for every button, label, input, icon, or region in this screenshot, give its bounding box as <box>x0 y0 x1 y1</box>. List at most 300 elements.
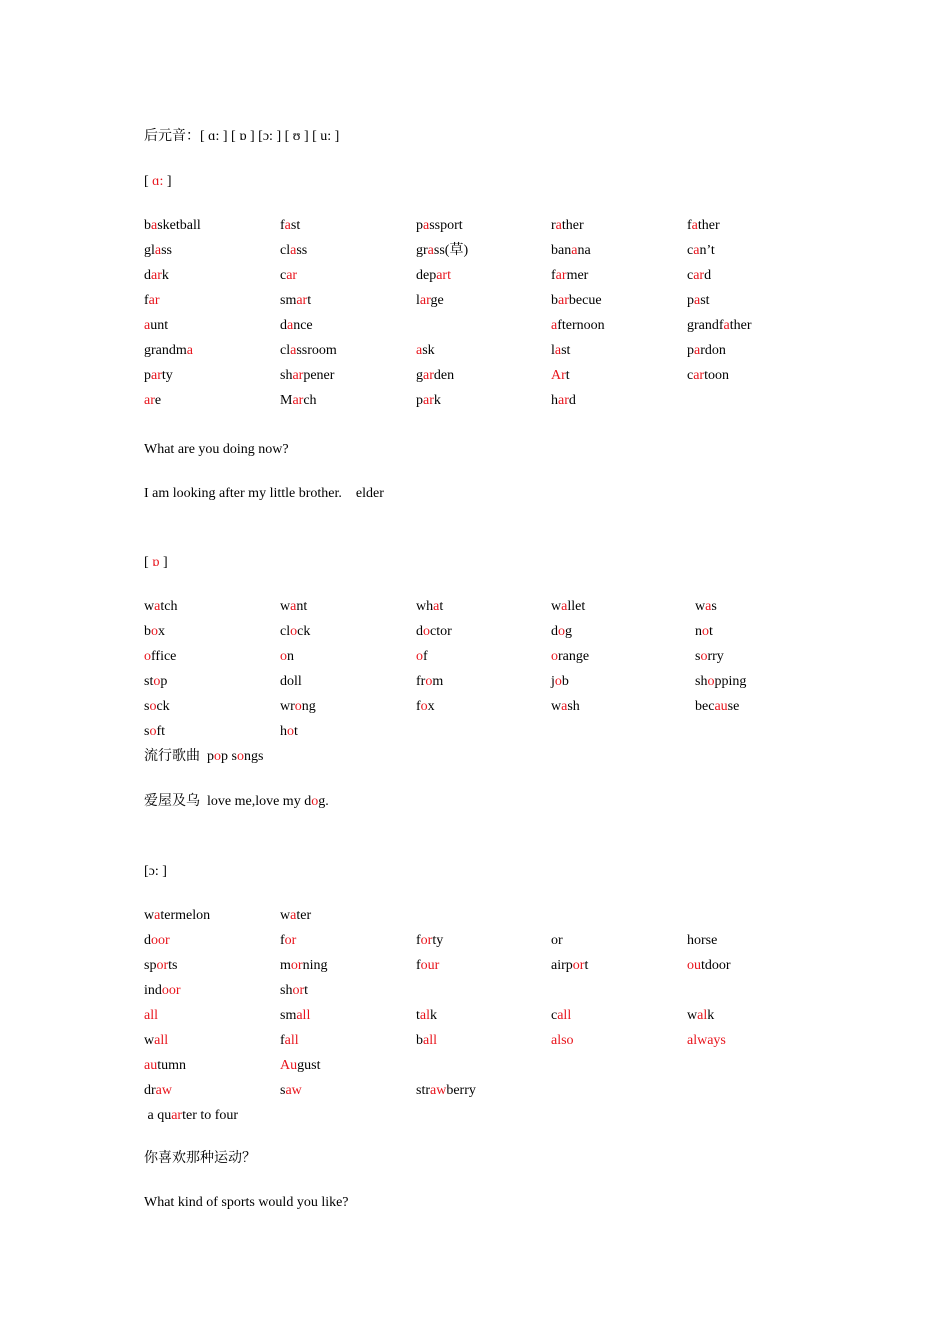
highlighted-letters: a <box>290 243 297 258</box>
vocabulary-word <box>687 957 731 975</box>
text-segment: w <box>280 599 291 614</box>
text-segment: 爱屋及乌 love me,love my d <box>144 794 312 809</box>
vocabulary-word <box>416 392 441 410</box>
text-segment: n’t <box>699 243 715 258</box>
text-segment: se <box>727 699 740 714</box>
word-row <box>0 1082 950 1100</box>
vocabulary-word <box>280 698 316 716</box>
text-segment: ft <box>156 724 166 739</box>
text-segment: g. <box>318 794 329 809</box>
highlighted-letters: a <box>561 699 568 714</box>
text-segment: t <box>294 724 298 739</box>
vocabulary-word <box>280 1032 299 1050</box>
highlighted-letters: a <box>154 908 161 923</box>
highlighted-letters: or <box>420 933 433 948</box>
vocabulary-word <box>551 648 589 666</box>
vocabulary-word <box>280 957 327 975</box>
vocabulary-word <box>551 598 585 616</box>
example-sentence <box>144 485 384 503</box>
word-row <box>0 623 950 641</box>
text-segment: 你喜欢那种运动？ <box>144 1151 256 1166</box>
highlighted-letters: a <box>151 218 158 233</box>
highlighted-letters: ar <box>144 393 155 408</box>
vocabulary-word <box>551 932 563 950</box>
text-segment: ctor <box>430 624 452 639</box>
text-segment: ngs <box>243 749 264 764</box>
text-segment: p s <box>221 749 237 764</box>
vocabulary-word <box>144 1057 186 1075</box>
highlighted-letters: au <box>714 699 728 714</box>
text-segment: l <box>551 343 555 358</box>
vocabulary-word <box>280 932 296 950</box>
text-segment: [ <box>144 174 153 189</box>
text-segment: sh <box>280 368 293 383</box>
text-segment: mer <box>566 268 589 283</box>
highlighted-letters: all <box>284 1033 299 1048</box>
text-segment: h <box>551 393 558 408</box>
highlighted-letters: o <box>554 674 562 689</box>
highlighted-letters: a <box>551 318 558 333</box>
text-segment: b <box>561 674 569 689</box>
text-segment: s <box>144 724 150 739</box>
text-segment: d <box>416 624 423 639</box>
text-segment: gr <box>416 243 428 258</box>
word-row <box>0 907 950 925</box>
text-segment: grandm <box>144 343 187 358</box>
highlighted-letters: all <box>296 1008 311 1023</box>
highlighted-letters: ar <box>148 293 160 308</box>
highlighted-letters: o <box>558 624 565 639</box>
vocabulary-word <box>416 598 443 616</box>
text-segment: horse <box>687 933 718 948</box>
highlighted-letters: a <box>284 218 291 233</box>
text-segment: f <box>416 699 421 714</box>
text-segment: unt <box>150 318 169 333</box>
text-segment: tumn <box>157 1058 186 1073</box>
vocabulary-word <box>144 1007 158 1025</box>
text-segment: [ɔ: ] <box>144 864 167 879</box>
vocabulary-word <box>280 242 307 260</box>
highlighted-letters: ar <box>296 293 308 308</box>
vocabulary-word <box>144 342 193 360</box>
vocabulary-word <box>280 217 300 235</box>
text-segment: ter to four <box>182 1108 239 1123</box>
text-segment: ffice <box>151 649 177 664</box>
vocabulary-word <box>280 1007 310 1025</box>
highlighted-letters: art <box>436 268 451 283</box>
text-segment: str <box>416 1083 430 1098</box>
highlighted-letters: o <box>280 649 287 664</box>
text-segment: rdon <box>700 343 726 358</box>
highlighted-letters: a <box>154 599 161 614</box>
highlighted-letters: a <box>290 343 297 358</box>
vocabulary-word <box>551 317 605 335</box>
highlighted-letters: oor <box>151 933 170 948</box>
text-segment: w <box>695 599 706 614</box>
highlighted-letters: ɒ <box>152 555 160 570</box>
text-segment: f <box>280 1033 285 1048</box>
vocabulary-word <box>144 1082 172 1100</box>
highlighted-letters: a <box>423 218 430 233</box>
word-row <box>0 317 950 335</box>
highlighted-letters: o <box>236 749 244 764</box>
text-segment: e <box>154 393 162 408</box>
highlighted-letters: ar <box>423 393 434 408</box>
vocabulary-word <box>687 932 717 950</box>
highlighted-letters: ar <box>693 368 705 383</box>
highlighted-letters: always <box>687 1033 726 1048</box>
text-segment: llet <box>567 599 586 614</box>
highlighted-letters: or <box>156 958 169 973</box>
highlighted-letters: oor <box>161 983 181 998</box>
highlighted-letters: ou <box>687 958 701 973</box>
vocabulary-word <box>551 623 572 641</box>
text-segment: l <box>416 293 420 308</box>
text-segment: s <box>280 1083 286 1098</box>
text-segment: c <box>687 243 694 258</box>
vocabulary-word <box>416 623 452 641</box>
phonetic-symbol-heading <box>144 173 172 191</box>
text-segment: p <box>416 393 423 408</box>
text-segment: ng <box>301 699 316 714</box>
vocabulary-word <box>687 242 715 260</box>
text-segment: f <box>551 268 556 283</box>
text-segment: nce <box>293 318 313 333</box>
text-segment: st <box>290 218 301 233</box>
vocabulary-word <box>280 317 313 335</box>
highlighted-letters: o <box>149 699 157 714</box>
text-segment: sm <box>280 1008 297 1023</box>
page-header: 后元音：[ ɑ: ] [ ɒ ] [ɔ: ] [ ʊ ] [ u: ] <box>144 129 340 144</box>
highlighted-letters: ar <box>423 368 434 383</box>
text-segment: nt <box>296 599 308 614</box>
vocabulary-word <box>551 267 588 285</box>
vocabulary-word <box>551 367 570 385</box>
vocabulary-word <box>144 598 177 616</box>
highlighted-letters: a <box>287 318 294 333</box>
text-segment: ] <box>159 555 168 570</box>
vocabulary-word <box>280 723 298 741</box>
text-segment: ther <box>697 218 720 233</box>
word-row <box>0 982 950 1000</box>
text-segment: cl <box>280 243 291 258</box>
text-segment: t <box>565 368 570 383</box>
word-row <box>0 292 950 310</box>
highlighted-letters: al <box>697 1008 708 1023</box>
highlighted-letters: o <box>420 699 428 714</box>
highlighted-letters: a <box>290 599 297 614</box>
text-segment: k <box>433 393 441 408</box>
text-segment: f <box>423 649 428 664</box>
highlighted-letters: aw <box>155 1083 172 1098</box>
text-segment: a qu <box>144 1108 172 1123</box>
text-segment: r <box>551 218 556 233</box>
text-segment: d <box>144 933 151 948</box>
text-segment: bec <box>695 699 715 714</box>
highlighted-letters: o <box>149 724 157 739</box>
text-segment: berry <box>446 1083 476 1098</box>
text-segment: sketball <box>157 218 201 233</box>
text-segment: f <box>144 293 149 308</box>
highlighted-letters: ar <box>419 293 431 308</box>
word-row <box>0 698 950 716</box>
vocabulary-word <box>416 267 451 285</box>
word-row <box>0 342 950 360</box>
highlighted-letters: o <box>416 649 423 664</box>
vocabulary-word <box>416 242 468 260</box>
text-segment: c <box>687 268 694 283</box>
text-segment: grandf <box>687 318 724 333</box>
text-segment: st <box>561 343 571 358</box>
highlighted-letters: o <box>153 674 161 689</box>
text-segment: w <box>144 1033 155 1048</box>
highlighted-letters: a <box>416 343 423 358</box>
vocabulary-word <box>144 648 176 666</box>
highlighted-letters: or <box>290 958 303 973</box>
vocabulary-word <box>280 292 311 310</box>
text-segment: ts <box>168 958 178 973</box>
vocabulary-word <box>144 292 160 310</box>
text-segment: d <box>568 393 576 408</box>
text-segment: p <box>416 218 423 233</box>
example-sentence <box>144 1194 349 1212</box>
vocabulary-word <box>144 673 167 691</box>
text-segment: f <box>280 218 285 233</box>
vocabulary-word <box>416 932 443 950</box>
text-segment: toon <box>704 368 729 383</box>
text-segment: w <box>551 699 562 714</box>
highlighted-letters: all <box>557 1008 572 1023</box>
vocabulary-word <box>551 242 591 260</box>
text-segment: ] <box>163 174 172 189</box>
highlighted-letters: o <box>311 794 319 809</box>
text-segment: w <box>144 599 155 614</box>
text-segment: ss <box>161 243 173 258</box>
highlighted-letters: ar <box>292 393 304 408</box>
text-segment: p <box>687 293 694 308</box>
text-segment: ssport <box>429 218 463 233</box>
vocabulary-word <box>144 267 169 285</box>
text-segment: f <box>280 933 285 948</box>
vocabulary-word <box>280 1057 320 1075</box>
text-segment: w <box>687 1008 698 1023</box>
vocabulary-word <box>416 367 454 385</box>
vocabulary-word <box>144 932 170 950</box>
vocabulary-word <box>551 957 588 975</box>
text-segment: I am looking after my little brother. elder <box>144 486 384 501</box>
text-segment: ind <box>144 983 162 998</box>
word-row <box>0 1107 950 1125</box>
phonetic-symbol-heading <box>144 863 167 881</box>
text-segment: p <box>160 674 168 689</box>
text-segment: s <box>144 699 150 714</box>
text-segment: pping <box>714 674 747 689</box>
highlighted-letters: a <box>433 599 440 614</box>
text-segment: pener <box>303 368 335 383</box>
vocabulary-word <box>144 723 165 741</box>
highlighted-letters: a <box>427 243 434 258</box>
text-segment: p <box>687 343 694 358</box>
vocabulary-word <box>687 292 710 310</box>
text-segment: fr <box>416 674 426 689</box>
word-row <box>0 957 950 975</box>
word-row <box>0 392 950 410</box>
text-segment: sm <box>280 293 297 308</box>
text-segment: ch <box>303 393 317 408</box>
text-segment: wr <box>280 699 295 714</box>
highlighted-letters: o <box>294 699 302 714</box>
text-segment: t <box>439 599 444 614</box>
word-row <box>0 598 950 616</box>
highlighted-letters: Au <box>280 1058 298 1073</box>
text-segment: s <box>695 649 701 664</box>
text-segment: t <box>416 1008 420 1023</box>
highlighted-letters: o <box>214 749 221 764</box>
vocabulary-word <box>687 217 720 235</box>
highlighted-letters: au <box>144 1058 158 1073</box>
text-segment: gust <box>297 1058 321 1073</box>
highlighted-letters: a <box>561 599 568 614</box>
vocabulary-word <box>144 1107 238 1125</box>
word-row <box>0 267 950 285</box>
text-segment: gl <box>144 243 155 258</box>
vocabulary-word <box>144 698 170 716</box>
text-segment: fternoon <box>557 318 605 333</box>
example-sentence <box>144 441 289 459</box>
vocabulary-word <box>551 698 580 716</box>
vocabulary-word <box>687 342 726 360</box>
word-row <box>0 217 950 235</box>
highlighted-letters: a <box>694 293 701 308</box>
highlighted-letters: ar <box>151 268 162 283</box>
text-segment: ning <box>302 958 328 973</box>
text-segment: becue <box>568 293 602 308</box>
vocabulary-word <box>280 267 297 285</box>
highlighted-letters: o <box>551 649 558 664</box>
text-segment: [ <box>144 555 153 570</box>
text-segment: f <box>416 933 421 948</box>
highlighted-letters: all <box>423 1033 437 1048</box>
text-segment: termelon <box>160 908 211 923</box>
text-segment: ter <box>296 908 312 923</box>
text-segment: w <box>551 599 562 614</box>
highlighted-letters: o <box>707 674 715 689</box>
vocabulary-word <box>280 673 302 691</box>
vocabulary-word <box>687 1032 726 1050</box>
highlighted-letters: o <box>287 724 294 739</box>
vocabulary-word <box>687 367 729 385</box>
vocabulary-word <box>416 698 435 716</box>
highlighted-letters: ar <box>151 368 162 383</box>
vocabulary-word <box>687 1007 714 1025</box>
highlighted-letters: ar <box>171 1108 183 1123</box>
highlighted-letters: a <box>705 599 712 614</box>
vocabulary-word <box>280 367 334 385</box>
vocabulary-word <box>280 907 311 925</box>
text-segment: dr <box>144 1083 156 1098</box>
vocabulary-word <box>551 1032 574 1050</box>
text-segment: ty <box>432 933 444 948</box>
text-segment: ge <box>430 293 444 308</box>
highlighted-letters: ar <box>555 268 567 283</box>
text-segment: m <box>432 674 444 689</box>
text-segment: sk <box>422 343 435 358</box>
vocabulary-word <box>280 648 294 666</box>
vocabulary-word <box>144 217 201 235</box>
highlighted-letters: o <box>290 624 298 639</box>
text-segment: ther <box>561 218 584 233</box>
vocabulary-word <box>144 982 181 1000</box>
text-segment: c <box>687 368 694 383</box>
word-row <box>0 1032 950 1050</box>
text-segment: n <box>287 649 294 664</box>
word-row <box>0 648 950 666</box>
vocabulary-word <box>416 1032 437 1050</box>
vocabulary-word <box>280 342 337 360</box>
highlighted-letters: ar <box>286 268 298 283</box>
vocabulary-word <box>416 292 444 310</box>
highlighted-letters: aw <box>430 1083 447 1098</box>
vocabulary-word <box>551 292 602 310</box>
phonetic-symbol-heading <box>144 554 168 572</box>
vocabulary-word <box>144 957 177 975</box>
text-segment: f <box>416 958 421 973</box>
text-segment: den <box>433 368 455 383</box>
vocabulary-word <box>416 217 463 235</box>
text-segment: d <box>144 268 151 283</box>
vocabulary-word <box>551 1007 571 1025</box>
text-segment: doll <box>280 674 302 689</box>
text-segment: f <box>687 218 692 233</box>
text-segment: d <box>280 318 287 333</box>
vocabulary-word <box>551 673 569 691</box>
text-segment: ss <box>296 243 308 258</box>
highlighted-letters: also <box>551 1033 574 1048</box>
highlighted-letters: Ar <box>551 368 566 383</box>
vocabulary-word <box>687 317 752 335</box>
vocabulary-word <box>695 598 717 616</box>
highlighted-letters: ar <box>558 293 569 308</box>
highlighted-letters: o <box>423 624 430 639</box>
text-segment: sp <box>144 958 157 973</box>
vocabulary-word <box>695 698 739 716</box>
highlighted-letters: ar <box>292 368 304 383</box>
vocabulary-word <box>144 392 161 410</box>
word-row <box>0 673 950 691</box>
highlighted-letters: o <box>144 649 151 664</box>
vocabulary-word <box>280 1082 302 1100</box>
example-sentence <box>144 748 263 766</box>
vocabulary-word <box>551 217 584 235</box>
word-row <box>0 1007 950 1025</box>
text-segment: g <box>416 368 423 383</box>
text-segment: t <box>307 293 312 308</box>
highlighted-letters: o <box>702 624 709 639</box>
text-segment: ban <box>551 243 572 258</box>
word-row <box>0 1057 950 1075</box>
highlighted-letters: a <box>571 243 578 258</box>
example-sentence <box>144 793 329 811</box>
vocabulary-word <box>280 982 308 1000</box>
vocabulary-word <box>144 367 173 385</box>
highlighted-letters: a <box>290 908 297 923</box>
text-segment: w <box>280 908 291 923</box>
highlighted-letters: ɑ: <box>152 174 164 189</box>
text-segment: sh <box>567 699 580 714</box>
text-segment: na <box>577 243 591 258</box>
highlighted-letters: ar <box>693 268 705 283</box>
highlighted-letters: a <box>693 243 700 258</box>
